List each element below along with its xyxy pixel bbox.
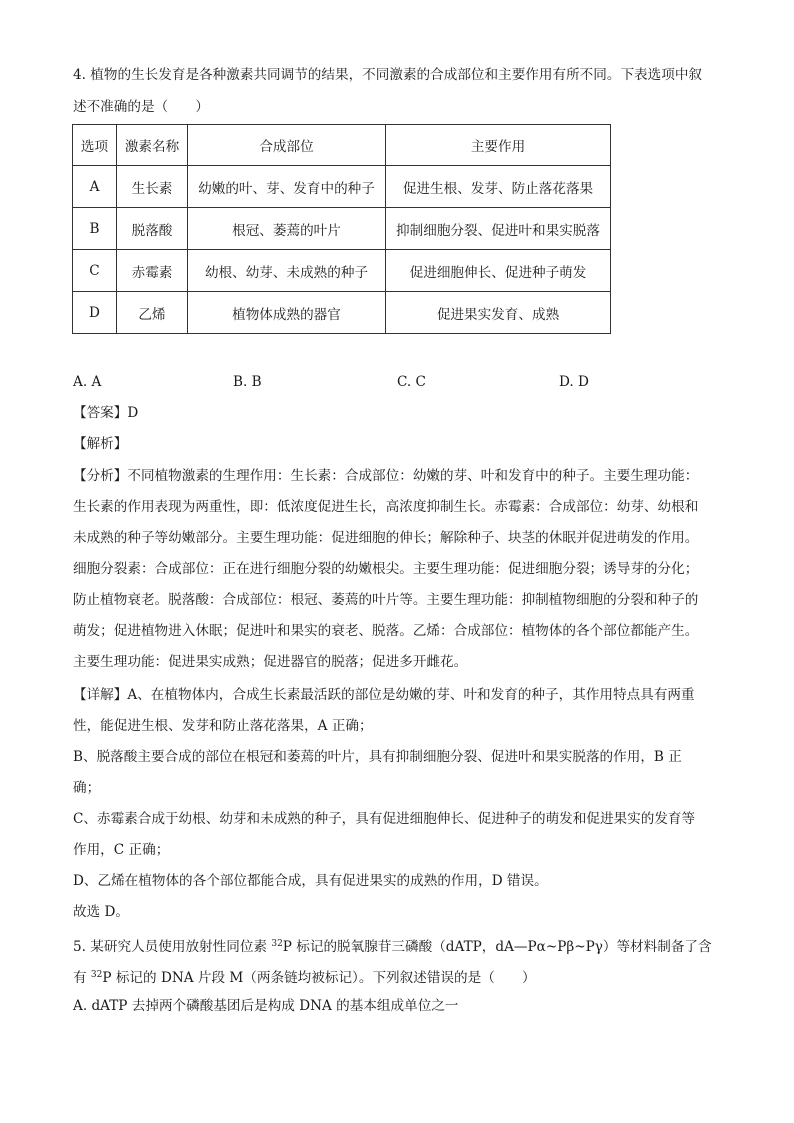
detail-line: C、赤霉素合成于幼根、幼芽和未成熟的种子，具有促进细胞伸长、促进种子的萌发和促进果实的发育等 [73, 811, 696, 827]
table-cell: C [73, 250, 117, 292]
q5-text: P 标记的 DNA 片段 M（两条链均被标记）。下列叙述错误的是（ ） [102, 970, 536, 986]
analysis-line: 主要生理功能：促进果实成熟；促进器官的脱落；促进多开雌花。 [73, 654, 468, 670]
question-4-line-2: 述不准确的是（ ） [73, 99, 209, 115]
analysis-line: 萌发；促进植物进入休眠；促进叶和果实的衰老、脱落。乙烯：合成部位：植物体的各个部位都能产生。 [73, 623, 699, 639]
analysis-line: 【分析】不同植物激素的生理作用：生长素：合成部位：幼嫩的芽、叶和发育中的种子。主要生理功能： [73, 468, 699, 484]
detail-line: 故选 D。 [73, 904, 130, 920]
analysis-line: 生长素的作用表现为两重性，即：低浓度促进生长，高浓度抑制生长。赤霉素：合成部位：幼芽、幼根和 [73, 499, 699, 515]
analysis-heading: 【解析】 [73, 436, 128, 452]
isotope-superscript: 32 [271, 939, 283, 949]
option-b: B. B [233, 374, 262, 390]
detail-line: D、乙烯在植物体的各个部位都能合成，具有促进果实的成熟的作用，D 错误。 [73, 873, 548, 889]
question-5-option-a: A. dATP 去掉两个磷酸基团后是构成 DNA 的基本组成单位之一 [73, 998, 459, 1014]
table-cell: 植物体成熟的器官 [188, 292, 386, 334]
detail-line: 性，能促进生根、发芽和防止落花落果，A 正确； [73, 718, 373, 734]
table-row [73, 208, 611, 250]
question-4-line-1: 4. 植物的生长发育是各种激素共同调节的结果，不同激素的合成部位和主要作用有所不同。下表选项中叙 [73, 67, 703, 83]
table-cell: 生长素 [117, 166, 188, 208]
table-cell: 乙烯 [117, 292, 188, 334]
header-synthesis-site: 合成部位 [188, 125, 386, 166]
hormone-table [72, 124, 611, 334]
table-cell: 幼嫩的叶、芽、发育中的种子 [188, 166, 386, 208]
header-hormone-name: 激素名称 [117, 125, 188, 166]
table-cell: 赤霉素 [117, 250, 188, 292]
table-row [73, 166, 611, 208]
q5-text: P 标记的脱氧腺苷三磷酸（dATP，dA—Pα~Pβ~Pγ）等材料制备了含 [282, 939, 712, 955]
table-cell: A [73, 166, 117, 208]
answer-label: 【答案】 [73, 405, 128, 421]
header-main-function: 主要作用 [386, 125, 611, 166]
isotope-superscript: 32 [90, 970, 103, 980]
table-cell: 促进生根、发芽、防止落花落果 [386, 166, 611, 208]
header-option: 选项 [73, 125, 117, 166]
analysis-line: 防止植物衰老。脱落酸：合成部位：根冠、萎蔫的叶片等。主要生理功能：抑制植物细胞的分裂和种子的 [73, 592, 699, 608]
table-cell: D [73, 292, 117, 334]
analysis-line: 细胞分裂素：合成部位：正在进行细胞分裂的幼嫩根尖。主要生理功能：促进细胞分裂；诱导芽的分化； [73, 561, 699, 577]
table-cell: 根冠、萎蔫的叶片 [188, 208, 386, 250]
question-5-line-1 [73, 934, 712, 957]
table-header-row [73, 125, 611, 166]
detail-line: B、脱落酸主要合成的部位在根冠和萎蔫的叶片，具有抑制细胞分裂、促进叶和果实脱落的作用，B 正 [73, 749, 682, 765]
table-cell: 促进细胞伸长、促进种子萌发 [386, 250, 611, 292]
question-5-line-2 [73, 965, 536, 988]
table-cell: 幼根、幼芽、未成熟的种子 [188, 250, 386, 292]
q5-text: 有 [73, 970, 91, 986]
answer-value: D [127, 405, 139, 421]
table-row [73, 250, 611, 292]
table-cell: 促进果实发育、成熟 [386, 292, 611, 334]
detail-line: 【详解】A、在植物体内，合成生长素最活跃的部位是幼嫩的芽、叶和发育的种子，其作用特点具有两重 [73, 687, 695, 703]
option-d: D. D [559, 374, 589, 390]
answer-line [73, 403, 138, 423]
table-row [73, 292, 611, 334]
detail-line: 确； [73, 780, 101, 796]
q5-text: 5. 某研究人员使用放射性同位素 [73, 939, 272, 955]
analysis-line: 未成熟的种子等幼嫩部分。主要生理功能：促进细胞的伸长；解除种子、块茎的休眠并促进萌发的作用。 [73, 530, 699, 546]
table-cell: 脱落酸 [117, 208, 188, 250]
option-c: C. C [397, 374, 426, 390]
detail-line: 作用，C 正确； [73, 842, 170, 858]
table-cell: B [73, 208, 117, 250]
option-a: A. A [73, 374, 102, 390]
table-cell: 抑制细胞分裂、促进叶和果实脱落 [386, 208, 611, 250]
